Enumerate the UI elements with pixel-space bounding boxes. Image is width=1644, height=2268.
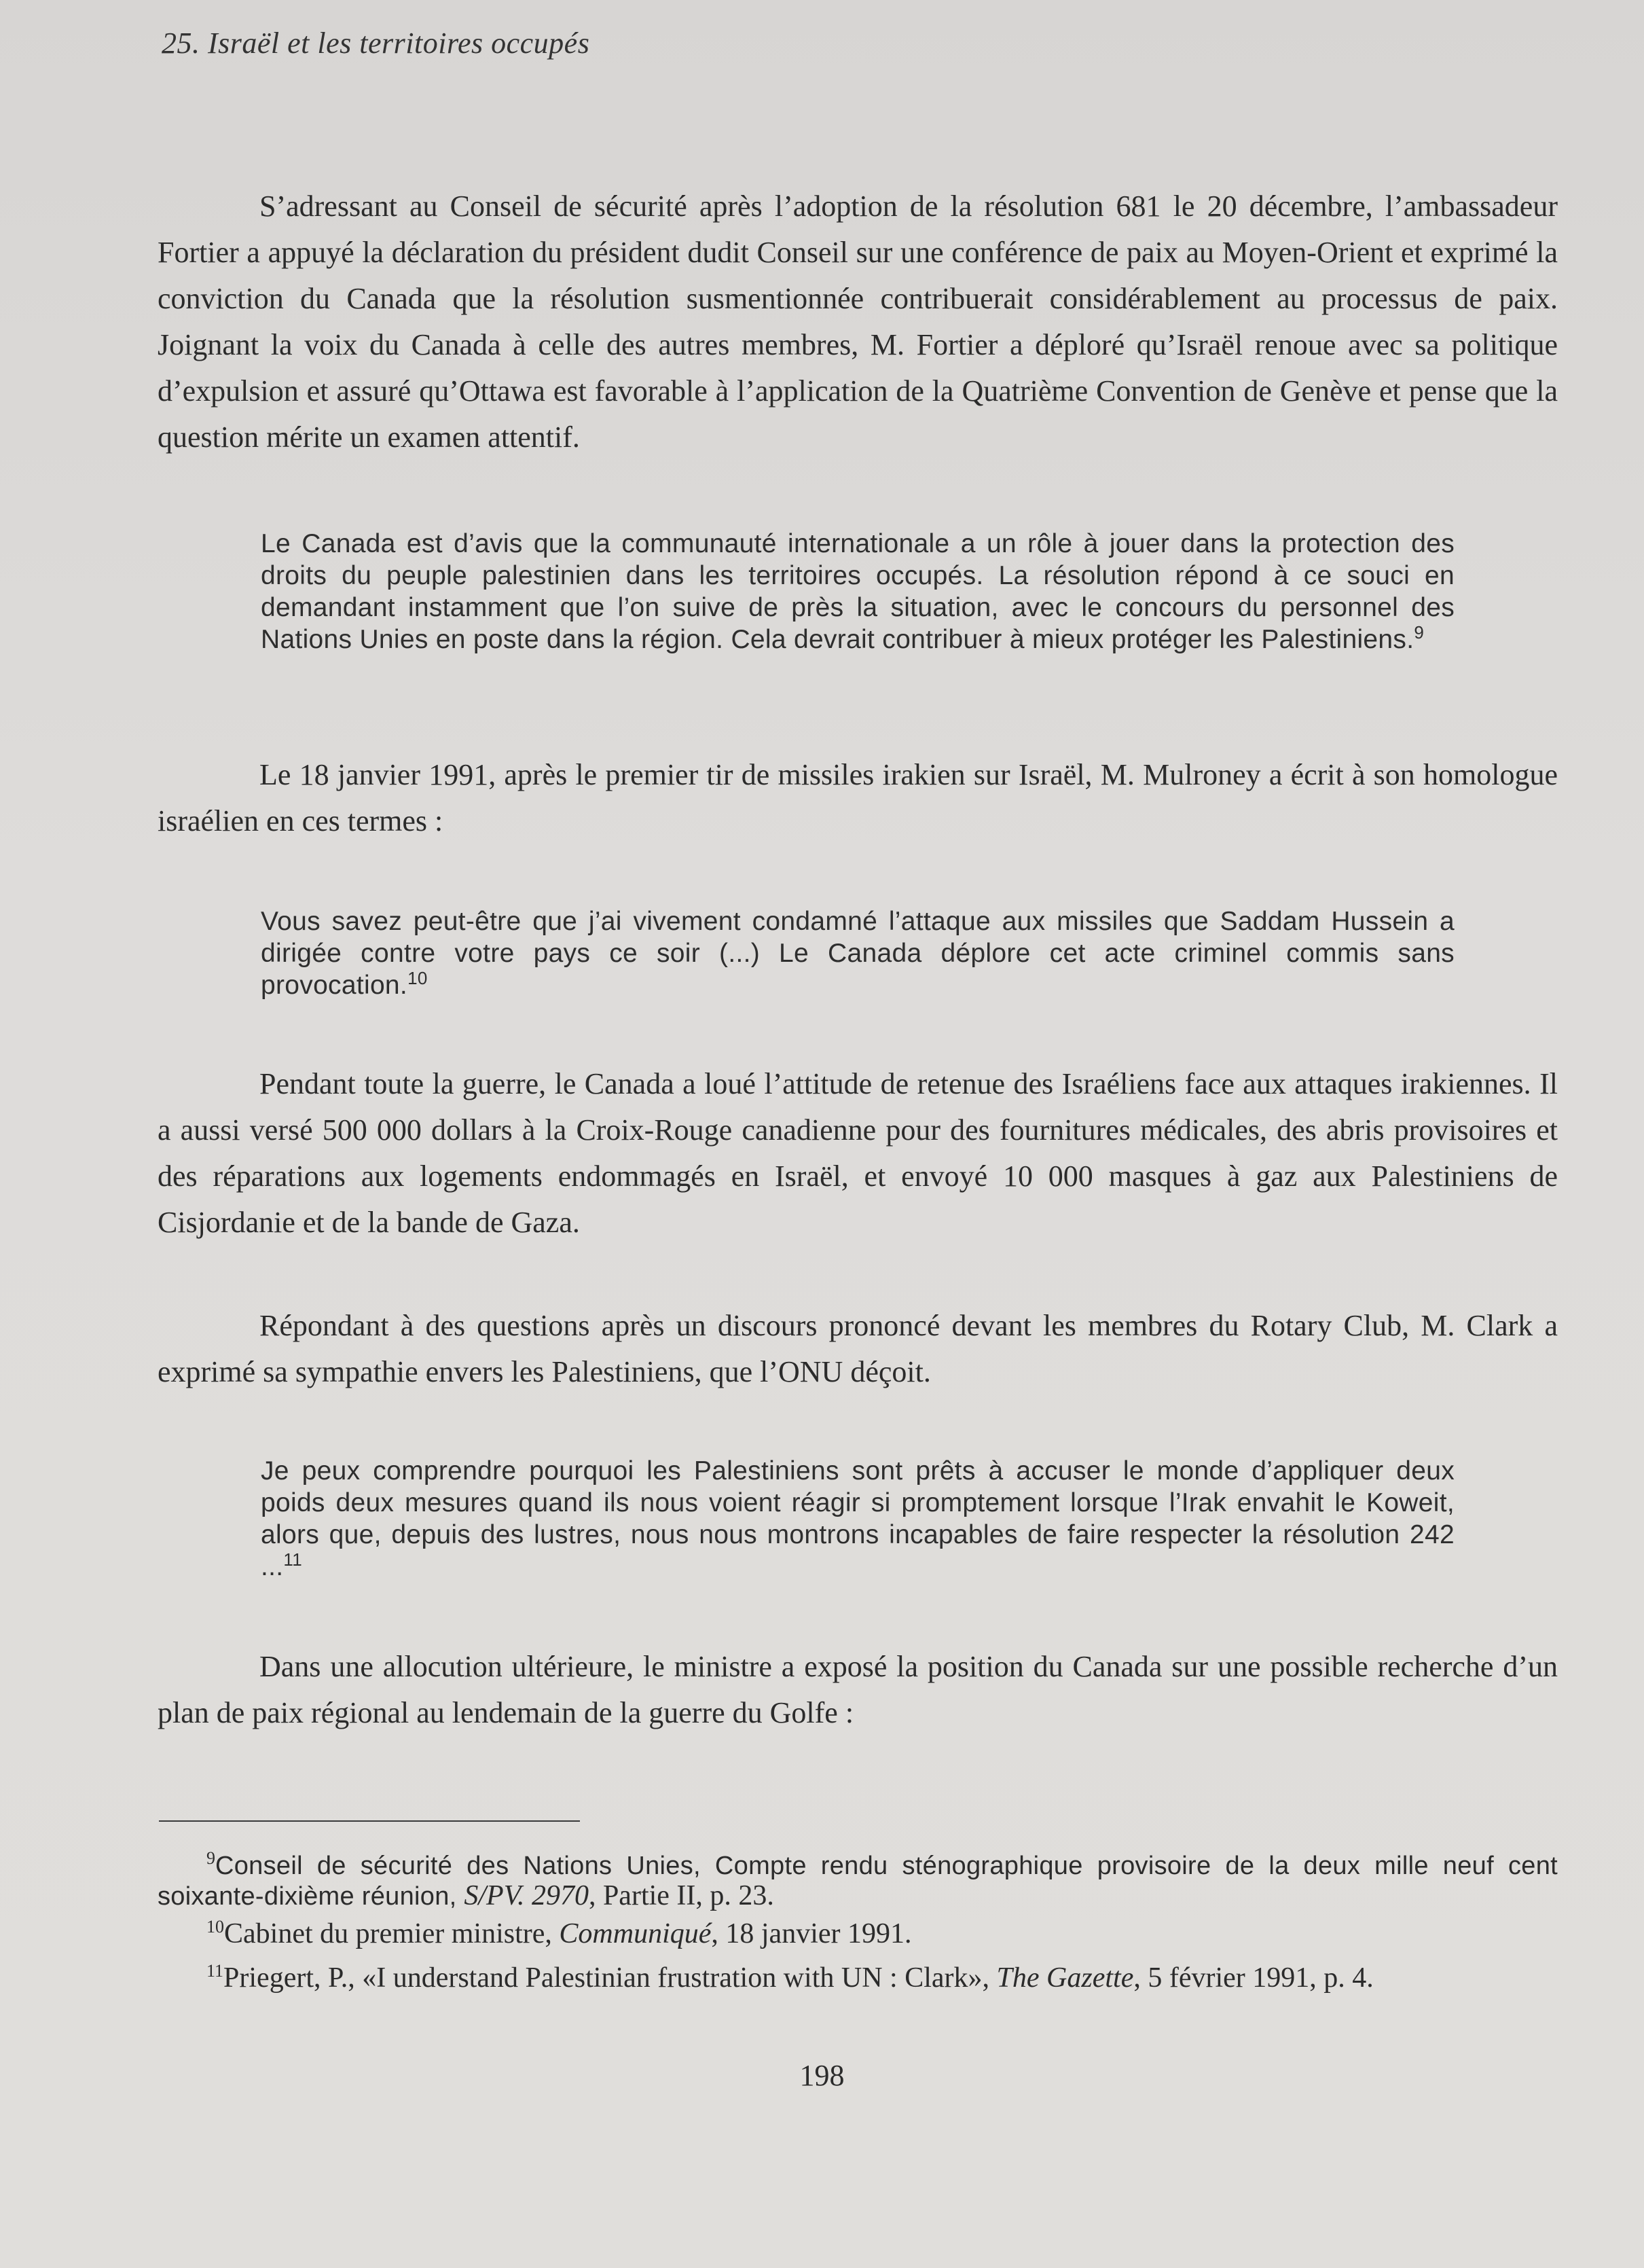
paragraph-4 [158, 1303, 1558, 1395]
footnote-10-text: Cabinet du premier ministre, [224, 1918, 560, 1949]
footnote-9-text: Conseil de sécurité des Nations Unies, Compte rendu sténographique provisoire de la deux mille neuf cent soixante-dixième réunion, [158, 1852, 1558, 1911]
footnote-ref-9[interactable]: 9 [1414, 622, 1425, 643]
paragraph-3 [158, 1061, 1558, 1246]
paragraph-1-text: S’adressant au Conseil de sécurité après l’adoption de la résolution 681 le 20 décembre, l’ambassadeur Fortier a appuyé la déclaration du président dudit Conseil sur une conférence de paix au Moyen-Orient et exprimé la conviction du Canada que la résolution susmentionnée contribuerait considérablement au processus de paix. Joignant la voix du Canada à celle des autres membres, M. Fortier a déploré qu’Israël renoue avec sa politique d’expulsion et assuré qu’Ottawa est favorable à l’application de la Quatrième Convention de Genève et pense que la question mérite un examen attentif. [158, 190, 1558, 454]
quote-1-text: Le Canada est d’avis que la communauté internationale a un rôle à jouer dans la protection des droits du peuple palestinien dans les territoires occupés. La résolution répond à ce souci en demandant instamment que l’on suive de près la situation, avec le concours du personnel des Nations Unies en poste dans la région. Cela devrait contribuer à mieux protéger les Palestiniens. [261, 529, 1455, 654]
footnote-11-tail: , 5 février 1991, p. 4. [1133, 1962, 1374, 1994]
footnote-11-number: 11 [206, 1961, 224, 1981]
quote-3 [261, 1455, 1455, 1583]
quote-1 [261, 528, 1455, 655]
footnote-ref-11[interactable]: 11 [283, 1549, 303, 1570]
paragraph-2 [158, 752, 1558, 844]
paragraph-3-text: Pendant toute la guerre, le Canada a loué l’attitude de retenue des Israéliens face aux attaques irakiennes. Il a aussi versé 500 000 dollars à la Croix-Rouge canadienne pour des fournitures médicales, des abris provisoires et des réparations aux logements endommagés en Israël, et envoyé 10 000 masques à gaz aux Palestiniens de Cisjordanie et de la bande de Gaza. [158, 1067, 1558, 1239]
footnote-10-document: Communiqué [559, 1918, 712, 1949]
running-title: 25. Israël et les territoires occupés [162, 26, 590, 60]
footnote-9-document: S/PV. 2970 [464, 1880, 589, 1911]
footnote-10-number: 10 [206, 1917, 224, 1937]
footnote-separator [159, 1820, 580, 1822]
footnote-ref-10[interactable]: 10 [407, 968, 428, 988]
footnote-10-tail: , 18 janvier 1991. [711, 1918, 912, 1949]
footnote-11-document: The Gazette [996, 1962, 1134, 1994]
footnote-9 [158, 1850, 1558, 1911]
footnote-9-number: 9 [206, 1848, 215, 1868]
footnote-11-text: Priegert, P., «I understand Palestinian frustration with UN : Clark», [223, 1962, 997, 1994]
paragraph-5 [158, 1644, 1558, 1736]
page-number: 198 [799, 2059, 845, 2092]
paragraph-1 [158, 183, 1558, 461]
footnote-11 [158, 1963, 1558, 1993]
footnote-9-tail: , Partie II, p. 23. [588, 1880, 774, 1911]
quote-2 [261, 905, 1455, 1001]
quote-2-text: Vous savez peut-être que j’ai vivement condamné l’attaque aux missiles que Saddam Hussein a dirigée contre votre pays ce soir (...) Le Canada déplore cet acte criminel commis sans provocation. [261, 907, 1455, 1000]
paragraph-4-text: Répondant à des questions après un discours prononcé devant les membres du Rotary Club, M. Clark a exprimé sa sympathie envers les Palestiniens, que l’ONU déçoit. [158, 1309, 1558, 1388]
paragraph-2-text: Le 18 janvier 1991, après le premier tir de missiles irakien sur Israël, M. Mulroney a écrit à son homologue israélien en ces termes : [158, 758, 1558, 838]
paragraph-5-text: Dans une allocution ultérieure, le ministre a exposé la position du Canada sur une possible recherche d’un plan de paix régional au lendemain de la guerre du Golfe : [158, 1650, 1558, 1729]
footnote-10 [158, 1919, 1558, 1949]
quote-3-text: Je peux comprendre pourquoi les Palestiniens sont prêts à accuser le monde d’appliquer deux poids deux mesures quand ils nous voient réagir si promptement lorsque l’Irak envahit le Koweit, alors que, depuis des lustres, nous nous montrons incapables de faire respecter la résolution 242 ... [261, 1456, 1455, 1581]
